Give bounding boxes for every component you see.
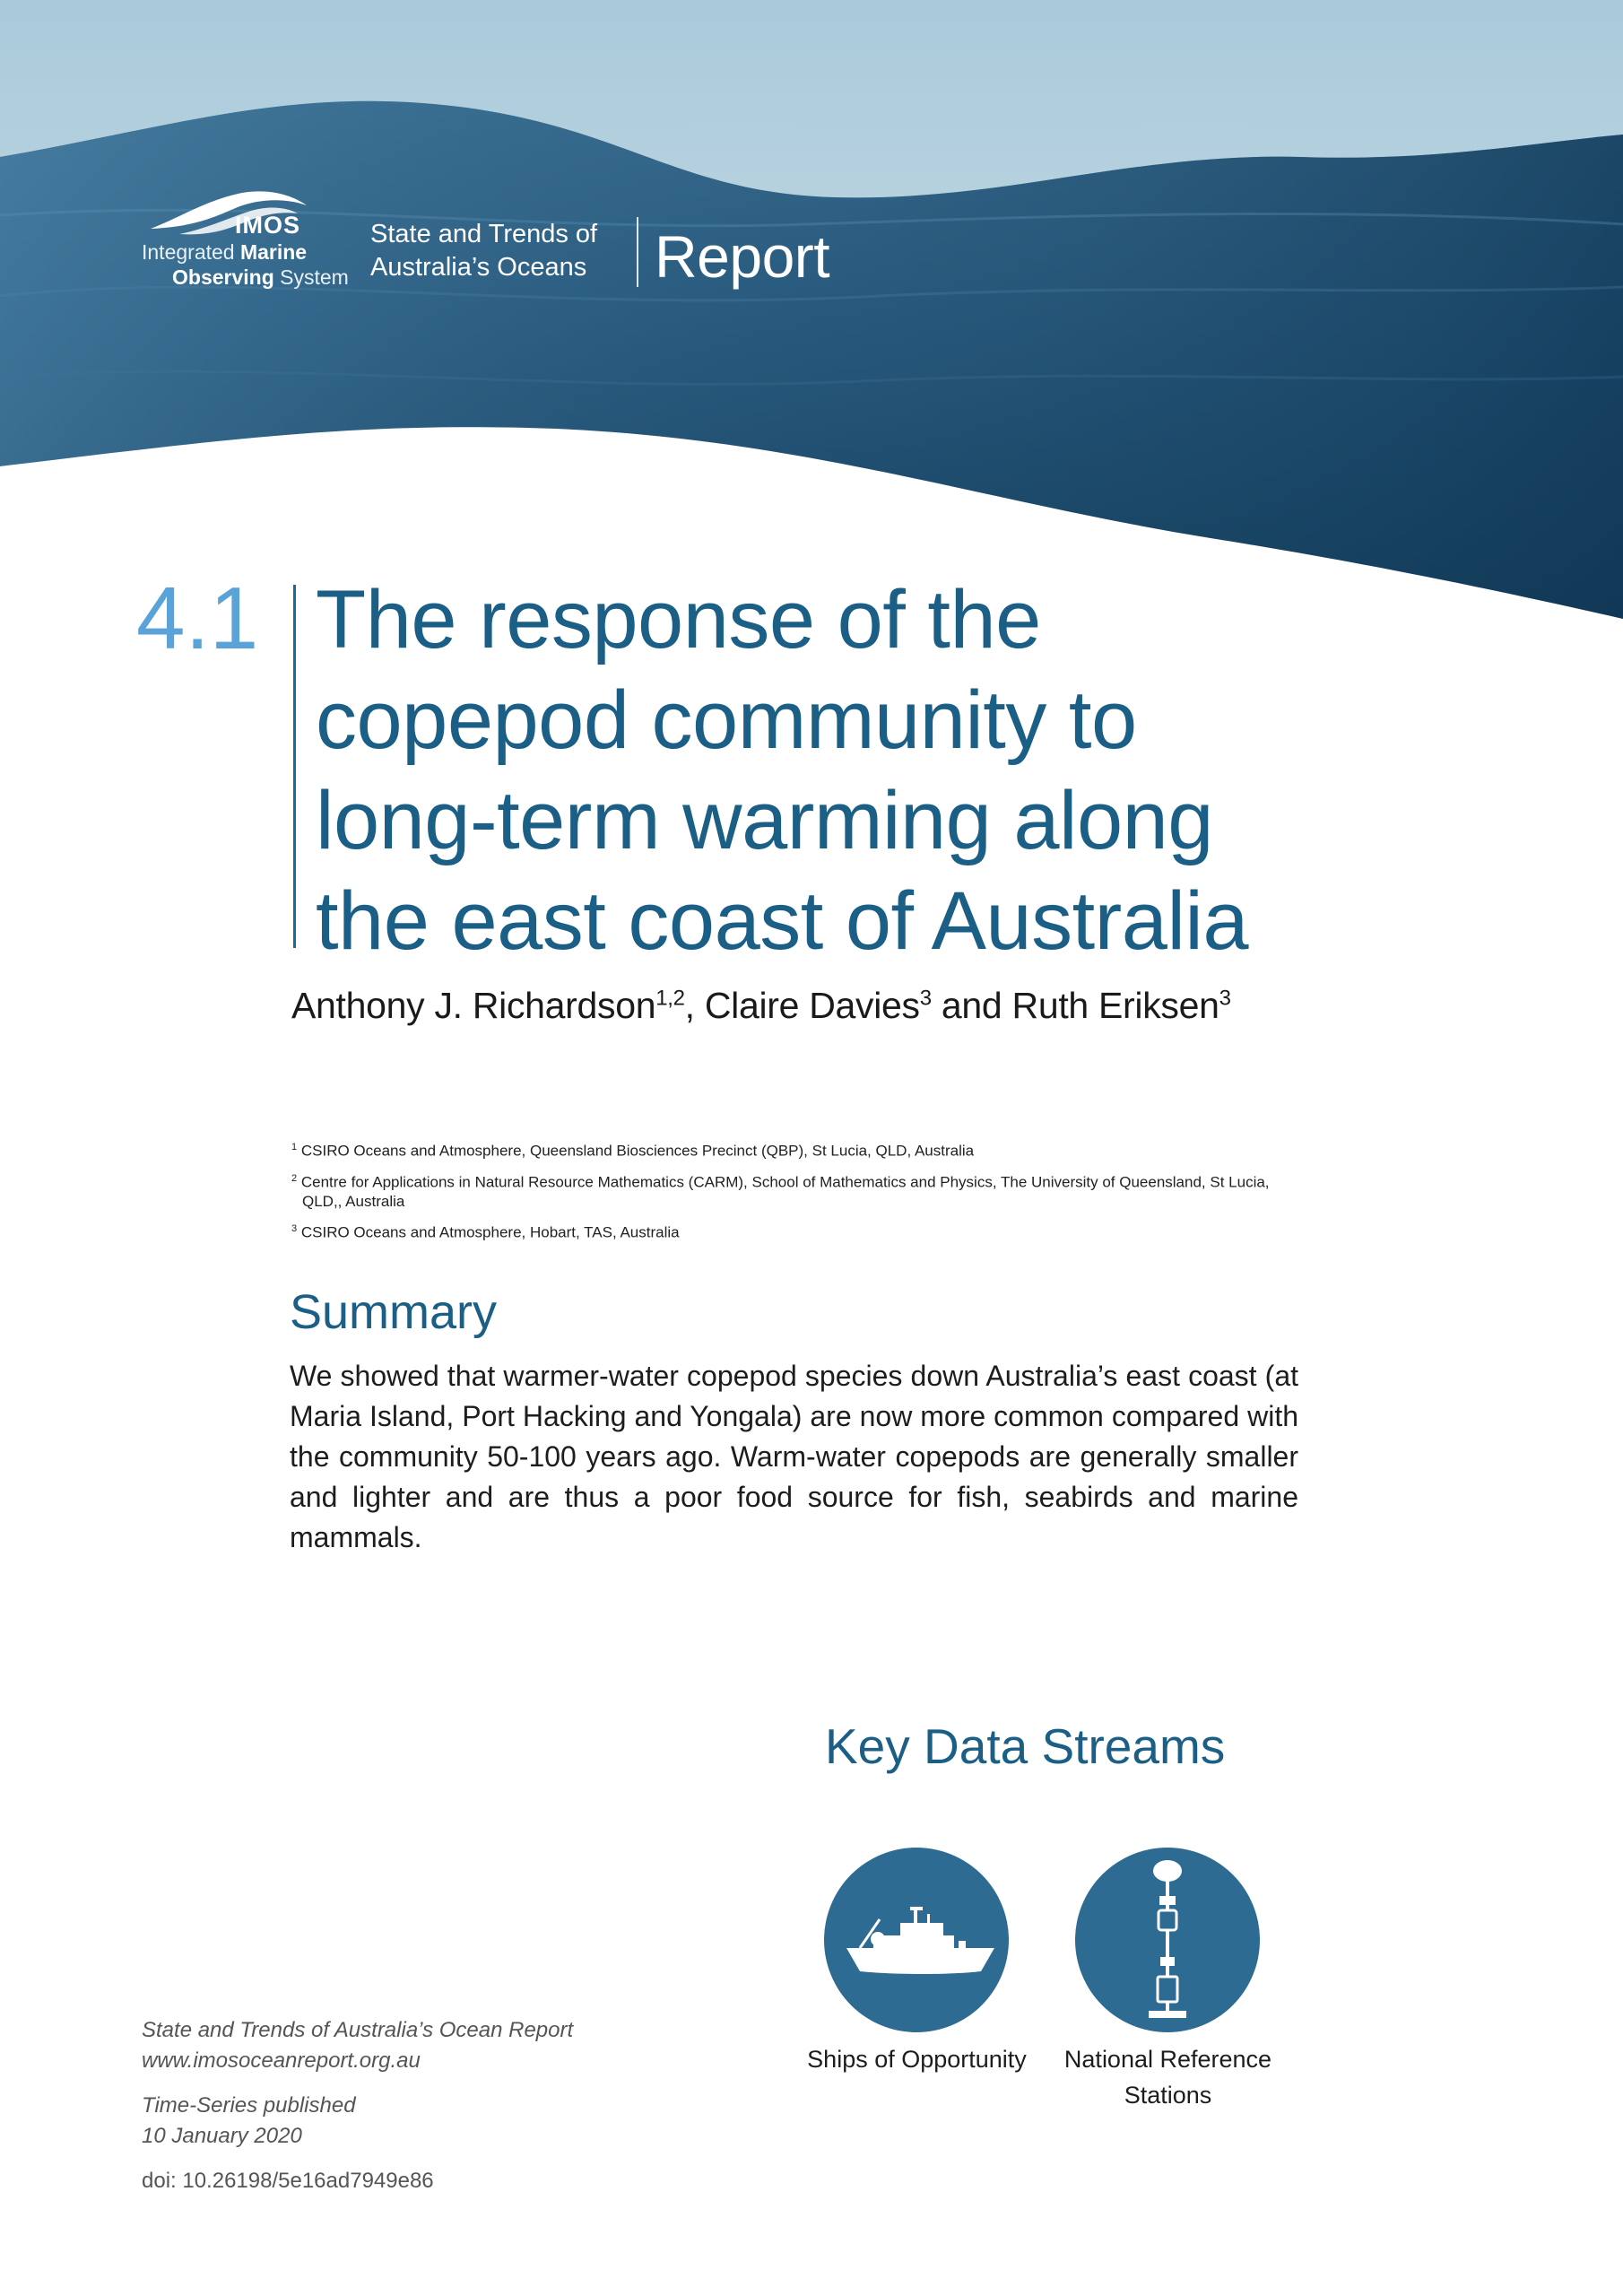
publication-footer (142, 2015, 573, 2196)
summary-paragraph: We showed that warmer-water copepod species down Australia’s east coast (at Maria Island, Port Hacking and Yongala) are now more common compared with the community 50-100 years ago. Warm-water copepods are generally smaller and lighter and are thus a poor food source for fish, seabirds and marine mammals. (290, 1360, 1298, 1553)
report-label: Report (655, 223, 830, 290)
summary-heading: Summary (290, 1285, 498, 1339)
logo-wordmark-line2: Observing System (172, 265, 349, 289)
stream-label-nrs: National Reference Stations (1063, 2046, 1272, 2109)
logo-wordmark-line1: Integrated Marine (142, 240, 308, 264)
affiliation-item: $^1$ CSIRO Oceans and Atmosphere, Queensland Biosciences Precinct (QBP), St Lucia, QLD, Australia (291, 1142, 975, 1160)
author-list: Anthony J. Richardson$^{1,2}$, Claire Davies$^3$ and Ruth Eriksen$^3$ (291, 985, 1231, 1026)
affiliation-list (291, 1137, 1287, 1250)
national-reference-stations-badge (1075, 1848, 1260, 2032)
ship-icon (824, 1848, 1009, 2032)
footer-published-label: Time-Series published (142, 2093, 356, 2118)
logo-abbreviation: IMOS (235, 212, 301, 239)
ocean-header-image (0, 0, 1623, 628)
footer-doi: doi: 10.26198/5e16ad7949e86 (142, 2169, 434, 2193)
affiliation-item: $^3$ CSIRO Oceans and Atmosphere, Hobart, TAS, Australia (291, 1223, 680, 1241)
series-title: State and Trends of Australia’s Oceans (370, 220, 598, 282)
footer-published (142, 2091, 573, 2152)
chapter-number: 4.1 (136, 569, 259, 667)
footer-report-name: State and Trends of Australia’s Ocean Report (142, 2018, 574, 2042)
stream-label-ships: Ships of Opportunity (807, 2046, 1027, 2073)
footer-url: www.imosoceanreport.org.au (142, 2048, 421, 2073)
mooring-icon (1075, 1848, 1260, 2032)
chapter-title: The response of the copepod community to long-term warming along the east coast of Australia (316, 574, 1249, 967)
title-divider (293, 585, 296, 948)
header-divider (637, 217, 638, 287)
footer-published-date: 10 January 2020 (142, 2124, 302, 2148)
ships-of-opportunity-badge (824, 1848, 1009, 2032)
key-data-streams-heading: Key Data Streams (825, 1718, 1226, 1774)
affiliation-item: $^2$ Centre for Applications in Natural Resource Mathematics (CARM), School of Mathematics and Physics, The University of Queensland, St Lucia, QLD,, Australia (291, 1172, 1270, 1211)
